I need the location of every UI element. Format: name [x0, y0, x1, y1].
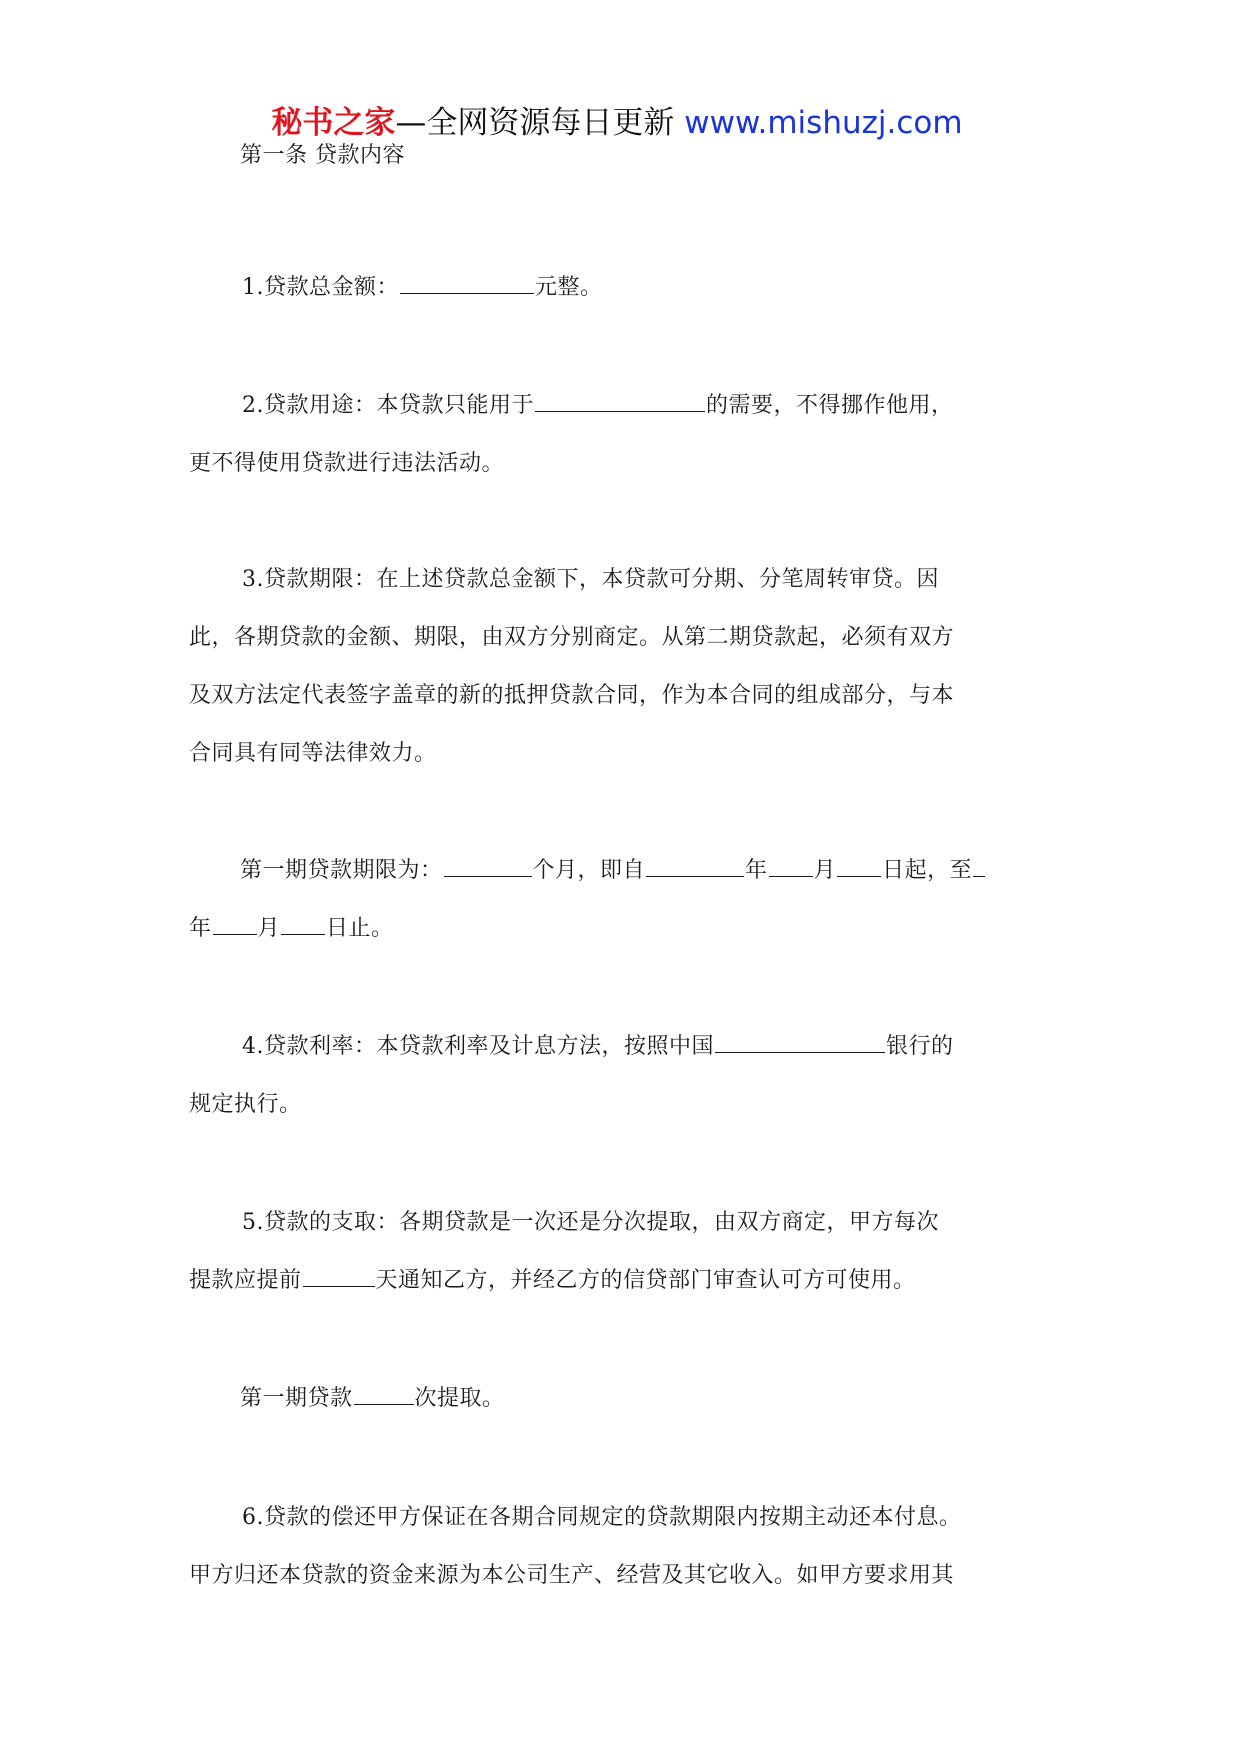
end-day-blank: [281, 914, 325, 935]
draw-count-blank: [354, 1384, 414, 1405]
item-6-line-1: 6.贷款的偿还甲方保证在各期合同规定的贷款期限内按期主动还本付息。: [242, 1505, 962, 1530]
first-draw-suffix: 次提取。: [414, 1386, 505, 1411]
item-2-loan-purpose-line2: 更不得使用贷款进行违法活动。: [189, 451, 505, 476]
item-4-label: 4.贷款利率：本贷款利率及计息方法，按照中国: [242, 1034, 714, 1059]
start-year-text: 年: [745, 858, 768, 883]
item-4-interest-rate-line1: [242, 1029, 954, 1060]
first-term-line-1: [240, 853, 986, 884]
start-day-blank: [837, 856, 881, 877]
first-term-label: 第一期贷款期限为：: [240, 858, 443, 883]
amount-blank: [400, 273, 534, 294]
item-4-interest-rate-line2: 规定执行。: [189, 1092, 302, 1117]
site-url-link[interactable]: www.mishuzj.com: [684, 105, 963, 141]
first-term-months-text: 个月，即自: [532, 858, 646, 883]
item-5-notice-suffix: 天通知乙方，并经乙方的信贷部门审查认可方可使用。: [375, 1268, 916, 1293]
item-1-suffix: 元整。: [535, 275, 603, 300]
start-day-text: 日起，至: [882, 858, 973, 883]
item-2-label: 2.贷款用途：本贷款只能用于: [242, 393, 534, 418]
purpose-blank: [535, 391, 705, 412]
first-draw-label: 第一期贷款: [240, 1386, 353, 1411]
item-2-mid: 的需要，不得挪作他用，: [706, 393, 954, 418]
item-1-total-amount: [242, 270, 603, 301]
start-month-text: 月: [813, 858, 837, 883]
first-term-line-2: [189, 911, 394, 942]
item-5-notice-label: 提款应提前: [189, 1268, 302, 1293]
bank-name-blank: [715, 1032, 885, 1053]
notice-days-blank: [303, 1266, 375, 1287]
end-day-text: 日止。: [326, 916, 394, 941]
start-month-blank: [769, 856, 813, 877]
header-slogan: —全网资源每日更新: [395, 105, 685, 141]
item-5-line-2: [189, 1263, 916, 1294]
item-5-line-1: 5.贷款的支取：各期贷款是一次还是分次提取，由双方商定，甲方每次: [242, 1210, 939, 1235]
brand-name: 秘书之家: [271, 105, 396, 141]
item-2-loan-purpose-line1: [242, 388, 954, 419]
end-month-blank: [213, 914, 257, 935]
start-year-blank: [646, 856, 744, 877]
item-3-line-1: 3.贷款期限：在上述贷款总金额下，本贷款可分期、分笔周转审贷。因: [242, 567, 939, 592]
article-title: 第一条 贷款内容: [240, 143, 405, 168]
end-month-text: 月: [257, 916, 281, 941]
item-3-line-4: 合同具有同等法律效力。: [189, 741, 437, 766]
item-3-line-2: 此，各期贷款的金额、期限，由双方分别商定。从第二期贷款起，必须有双方: [189, 625, 955, 650]
site-header-banner: [0, 101, 1234, 145]
end-year-blank: [973, 856, 985, 877]
end-year-text: 年: [189, 916, 212, 941]
first-draw-line: [240, 1381, 505, 1412]
item-1-label: 1.贷款总金额：: [242, 275, 399, 300]
months-blank: [444, 856, 532, 877]
item-3-line-3: 及双方法定代表签字盖章的新的抵押贷款合同，作为本合同的组成部分，与本: [189, 683, 955, 708]
item-6-line-2: 甲方归还本贷款的资金来源为本公司生产、经营及其它收入。如甲方要求用其: [189, 1563, 955, 1588]
item-4-suffix: 银行的: [886, 1034, 954, 1059]
